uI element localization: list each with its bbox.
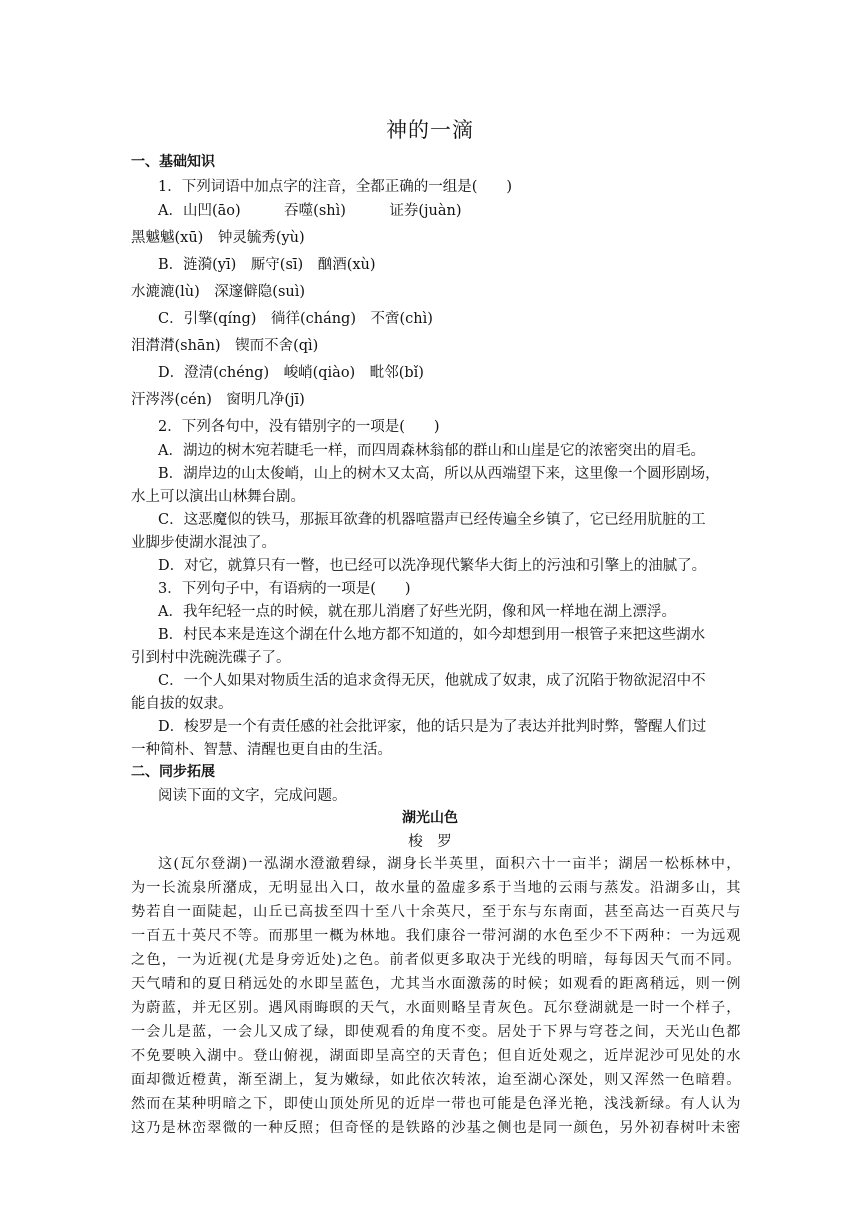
q3-option-b-cont: 引到村中洗碗洗碟子了。 [131, 650, 291, 666]
passage-line: 一会儿是蓝，一会儿又成了绿，即使观看的角度不变。居处于下界与穹苍之间，天光山色都 [131, 1024, 741, 1040]
q3-option-c: C．一个人如果对物质生活的追求贪得无厌，他就成了奴隶，成了沉陷于物欲泥沼中不 [158, 673, 706, 689]
question-1-stem: 1．下列词语中加点字的注音，全都正确的一组是( ) [158, 179, 513, 195]
q2-option-c: C．这恶魔似的铁马，那振耳欲聋的机器喧嚣声已经传遍全乡镇了，它已经用肮脏的工 [158, 512, 706, 528]
passage-line: 为蔚蓝，并无区别。遇风雨晦暝的天气，水面则略呈青灰色。瓦尔登湖就是一时一个样子， [131, 1000, 741, 1016]
passage-line: 这乃是林峦翠微的一种反照；但奇怪的是铁路的沙基之侧也是同一颜色，另外初春树叶未密 [131, 1120, 741, 1136]
passage-line: 势若自一面陡起，山丘已高拔至四十至八十余英尺，至于东与东南面，甚至高达一百英尺与 [131, 904, 741, 920]
q1-option-d: D．澄清(chéng) 峻峭(qiào) 毗邻(bǐ) [158, 365, 424, 381]
q3-option-d-cont: 一种简朴、智慧、清醒也更自由的生活。 [131, 742, 392, 758]
question-3-stem: 3．下列句子中，有语病的一项是( ) [158, 581, 411, 597]
q3-option-b: B．村民本来是连这个湖在什么地方都不知道的，如今却想到用一根管子来把这些湖水 [158, 627, 706, 643]
passage-line: 为一长流泉所潴成，无明显出入口，故水量的盈虚多系于当地的云雨与蒸发。沿湖多山，其 [131, 880, 741, 896]
q1-option-c: C．引擎(qíng) 徜徉(cháng) 不啻(chì) [158, 311, 433, 327]
q1-option-c-cont: 泪潸潸(shān) 锲而不舍(qì) [131, 338, 319, 354]
reading-author: 梭 罗 [408, 834, 452, 850]
passage-line: 一百五十英尺不等。而那里一概为林地。我们康谷一带河湖的水色至少不下两种：一为远观 [131, 928, 741, 944]
passage-line: 之色，一为近视(尤是身旁近处)之色。前者似更多取决于光线的明暗，每每因天气而不同。 [131, 952, 741, 968]
reading-instruction: 阅读下面的文字，完成问题。 [158, 788, 347, 804]
q2-option-a: A．湖边的树木宛若睫毛一样，而四周森林翁郁的群山和山崖是它的浓密突出的眉毛。 [158, 443, 705, 459]
q3-option-d: D．梭罗是一个有责任感的社会批评家，他的话只是为了表达并批判时弊，警醒人们过 [158, 719, 707, 735]
q1-option-b: B．涟漪(yī) 厮守(sī) 酗酒(xù) [158, 257, 376, 273]
question-2-stem: 2．下列各句中，没有错别字的一项是( ) [158, 419, 440, 435]
q2-option-d: D．对它，就算只有一瞥，也已经可以洗净现代繁华大街上的污浊和引擎上的油腻了。 [158, 558, 707, 574]
q2-option-c-cont: 业脚步使湖水混浊了。 [131, 535, 276, 551]
q3-option-a: A．我年纪轻一点的时候，就在那儿消磨了好些光阴，像和风一样地在湖上漂浮。 [158, 604, 676, 620]
reading-title: 湖光山色 [402, 810, 458, 826]
passage-line: 面却微近橙黄，渐至湖上，复为嫩绿，如此依次转浓，迨至湖心深处，则又浑然一色暗碧。 [131, 1072, 741, 1088]
passage-line: 这(瓦尔登湖)一泓湖水澄澈碧绿，湖身长半英里，面积六十一亩半；湖居一松栎林中， [158, 856, 741, 872]
passage-line: 不免要映入湖中。登山俯视，湖面即呈高空的天青色；但自近处观之，近岸泥沙可见处的水 [131, 1048, 741, 1064]
section-heading-extension: 二、同步拓展 [131, 764, 215, 780]
section-heading-basics: 一、基础知识 [131, 154, 215, 170]
q1-option-a-cont: 黑魆魆(xū) 钟灵毓秀(yù) [131, 230, 305, 246]
q1-option-a: A．山凹(āo) 吞噬(shì) 证券(juàn) [158, 203, 462, 219]
q2-option-b: B．湖岸边的山太俊峭，山上的树木又太高，所以从西端望下来，这里像一个圆形剧场， [158, 466, 720, 482]
q2-option-b-cont: 水上可以演出山林舞台剧。 [131, 489, 305, 505]
page-title: 神的一滴 [386, 118, 474, 142]
q3-option-c-cont: 能自拔的奴隶。 [131, 696, 233, 712]
q1-option-b-cont: 水漉漉(lù) 深邃僻隐(suì) [131, 284, 306, 300]
passage-line: 天气晴和的夏日稍远处的水即呈蓝色，尤其当水面激荡的时候；如观看的距离稍远，则一例 [131, 976, 741, 992]
passage-line: 然而在某种明暗之下，即使山顶处所见的近岸一带也可能是色泽光艳，浅浅新绿。有人认为 [131, 1096, 741, 1112]
q1-option-d-cont: 汗涔涔(cén) 窗明几净(jī) [131, 392, 305, 408]
